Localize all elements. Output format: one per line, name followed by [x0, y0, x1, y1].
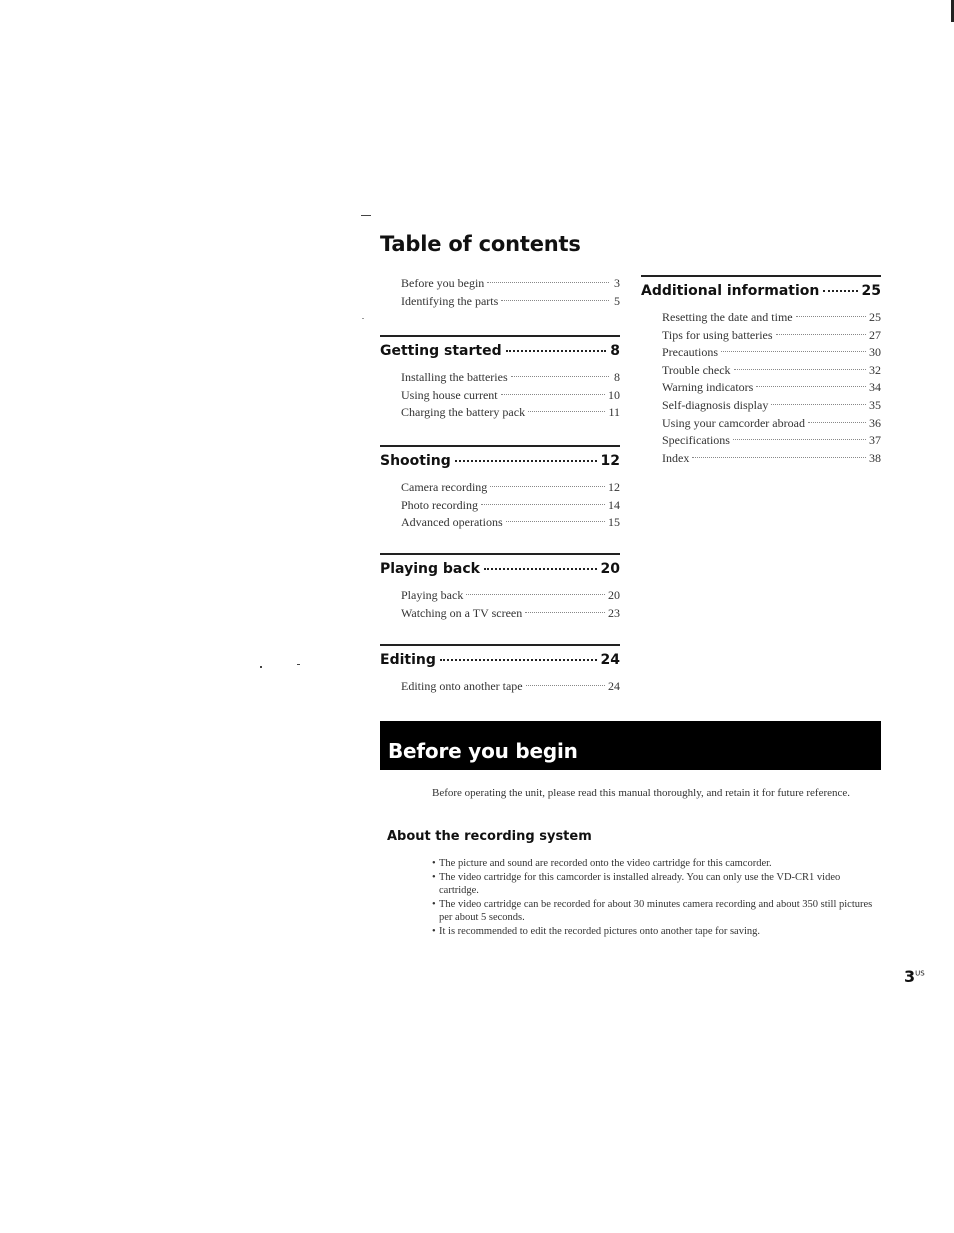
scan-mark: [362, 318, 364, 319]
toc-entry-list: [662, 309, 881, 467]
toc-intro-section: [380, 275, 620, 310]
scan-mark: [297, 664, 300, 665]
toc-section-editing: [380, 644, 620, 696]
toc-entry-label: Before you begin: [401, 276, 485, 290]
toc-section-heading: [380, 343, 620, 363]
toc-entry: [662, 344, 881, 362]
dot-leader: [501, 394, 605, 395]
toc-entry: [401, 479, 620, 497]
section-banner: [380, 721, 881, 770]
toc-entry: [401, 404, 620, 422]
toc-entry-page: 14: [608, 497, 620, 512]
page-number: [904, 967, 925, 986]
dot-leader: [808, 422, 866, 423]
toc-entry: [662, 432, 881, 450]
dot-leader: [501, 300, 609, 301]
toc-section-page: 25: [861, 283, 881, 299]
toc-title: Table of contents: [380, 232, 581, 256]
dot-leader: [734, 369, 866, 370]
toc-entry-list: [401, 369, 620, 422]
toc-section-page: 20: [600, 561, 620, 577]
dot-leader: [526, 685, 605, 686]
toc-entry: [662, 415, 881, 433]
toc-entry: [662, 327, 881, 345]
toc-entry-page: 23: [608, 605, 620, 620]
toc-entry-list: [401, 587, 620, 622]
toc-section-heading: [641, 283, 881, 303]
toc-section-title: Additional information: [641, 283, 820, 299]
toc-entry-label: Identifying the parts: [401, 293, 499, 308]
bullet-item: • The video cartridge for this camcorder is installed already. You can only use the VD-CR1 video cartridge.: [432, 871, 878, 898]
toc-section-additional-information: [641, 275, 881, 467]
toc-entry-label: Photo recording: [401, 497, 478, 512]
toc-section-heading: [380, 652, 620, 672]
toc-entry-page: 5: [614, 293, 620, 308]
toc-entry-page: 27: [869, 327, 881, 342]
intro-paragraph: Before operating the unit, please read this manual thoroughly, and retain it for future reference.: [432, 787, 851, 799]
toc-entry-label: Using your camcorder abroad: [662, 415, 805, 430]
scan-mark: [260, 666, 262, 668]
banner-title: Before you begin: [388, 739, 578, 763]
toc-section-shooting: [380, 445, 620, 532]
toc-entry: [662, 450, 881, 468]
toc-entry-label: Index: [662, 450, 690, 465]
toc-section-page: 24: [600, 652, 620, 668]
toc-entry-page: 30: [869, 345, 881, 360]
scan-mark: [361, 215, 371, 216]
toc-entry-page: 32: [869, 362, 881, 377]
toc-entry-page: 24: [608, 679, 620, 693]
dot-leader: [506, 350, 607, 352]
dot-leader: [525, 612, 605, 613]
toc-section-title: Playing back: [380, 561, 480, 577]
dot-leader: [692, 457, 866, 458]
dot-leader: [506, 521, 605, 522]
toc-entry: [401, 275, 620, 293]
toc-section-title: Getting started: [380, 343, 502, 359]
toc-entry: [401, 605, 620, 623]
page-number-value: 3: [904, 967, 916, 986]
dot-leader: [440, 659, 597, 661]
toc-entry-list: [401, 678, 620, 696]
dot-leader: [466, 594, 605, 595]
toc-entry-label: Specifications: [662, 433, 730, 448]
dot-leader: [511, 376, 609, 377]
toc-entry-label: Resetting the date and time: [662, 310, 793, 324]
toc-entry-page: 25: [869, 310, 881, 324]
toc-section-heading: [380, 561, 620, 581]
toc-entry: [401, 678, 620, 696]
bullet-item: • It is recommended to edit the recorded pictures onto another tape for saving.: [432, 925, 878, 939]
toc-entry: [401, 514, 620, 532]
recording-system-heading: About the recording system: [387, 829, 592, 844]
toc-entry-page: 38: [869, 450, 881, 465]
dot-leader: [756, 386, 866, 387]
dot-leader: [771, 404, 866, 405]
toc-entry-page: 3: [614, 276, 620, 290]
dot-leader: [823, 290, 857, 292]
toc-entry-page: 11: [608, 405, 620, 420]
toc-entry-page: 15: [608, 515, 620, 530]
toc-section-page: 8: [610, 343, 620, 359]
bullet-item: • The picture and sound are recorded onto the video cartridge for this camcorder.: [432, 857, 878, 871]
toc-entry-label: Playing back: [401, 588, 464, 602]
toc-entry: [662, 309, 881, 327]
toc-entry: [401, 293, 620, 311]
dot-leader: [776, 334, 866, 335]
toc-section-title: Shooting: [380, 453, 451, 469]
dot-leader: [733, 439, 866, 440]
toc-entry: [401, 369, 620, 387]
dot-leader: [796, 316, 866, 317]
toc-entry-label: Self-diagnosis display: [662, 397, 769, 412]
toc-section-getting-started: [380, 335, 620, 422]
toc-entry: [662, 362, 881, 380]
toc-section-title: Editing: [380, 652, 436, 668]
toc-entry-page: 36: [869, 415, 881, 430]
toc-section-heading: [380, 453, 620, 473]
bullet-item: • The video cartridge can be recorded for about 30 minutes camera recording and about 350 still pictures per about 5 seconds.: [432, 898, 878, 925]
toc-entry-label: Using house current: [401, 387, 498, 402]
dot-leader: [484, 568, 597, 570]
toc-entry-page: 20: [608, 588, 620, 602]
toc-entry-list: [401, 479, 620, 532]
toc-entry-page: 35: [869, 397, 881, 412]
toc-entry-label: Camera recording: [401, 480, 488, 494]
page-number-suffix: US: [915, 969, 925, 978]
toc-intro-list: [401, 275, 620, 310]
toc-entry: [401, 587, 620, 605]
toc-entry-label: Charging the battery pack: [401, 405, 526, 420]
toc-entry-label: Advanced operations: [401, 515, 503, 530]
dot-leader: [721, 351, 866, 352]
dot-leader: [455, 460, 597, 462]
toc-section-page: 12: [600, 453, 620, 469]
recording-system-bullets: [432, 857, 878, 939]
dot-leader: [490, 486, 605, 487]
toc-entry-page: 10: [608, 387, 620, 402]
toc-entry-label: Trouble check: [662, 362, 731, 377]
toc-entry: [401, 497, 620, 515]
toc-entry-page: 34: [869, 380, 881, 395]
toc-entry-page: 12: [608, 480, 620, 494]
toc-entry-label: Precautions: [662, 345, 718, 360]
toc-entry: [662, 379, 881, 397]
toc-entry-label: Warning indicators: [662, 380, 754, 395]
toc-entry-label: Watching on a TV screen: [401, 605, 523, 620]
toc-entry: [401, 387, 620, 405]
dot-leader: [487, 282, 609, 283]
toc-entry-label: Installing the batteries: [401, 370, 508, 384]
toc-entry-page: 8: [614, 370, 620, 384]
toc-entry-label: Tips for using batteries: [662, 327, 773, 342]
toc-section-playing-back: [380, 553, 620, 622]
dot-leader: [528, 411, 605, 412]
toc-entry-label: Editing onto another tape: [401, 679, 523, 693]
dot-leader: [481, 504, 605, 505]
toc-entry: [662, 397, 881, 415]
toc-entry-page: 37: [869, 433, 881, 448]
